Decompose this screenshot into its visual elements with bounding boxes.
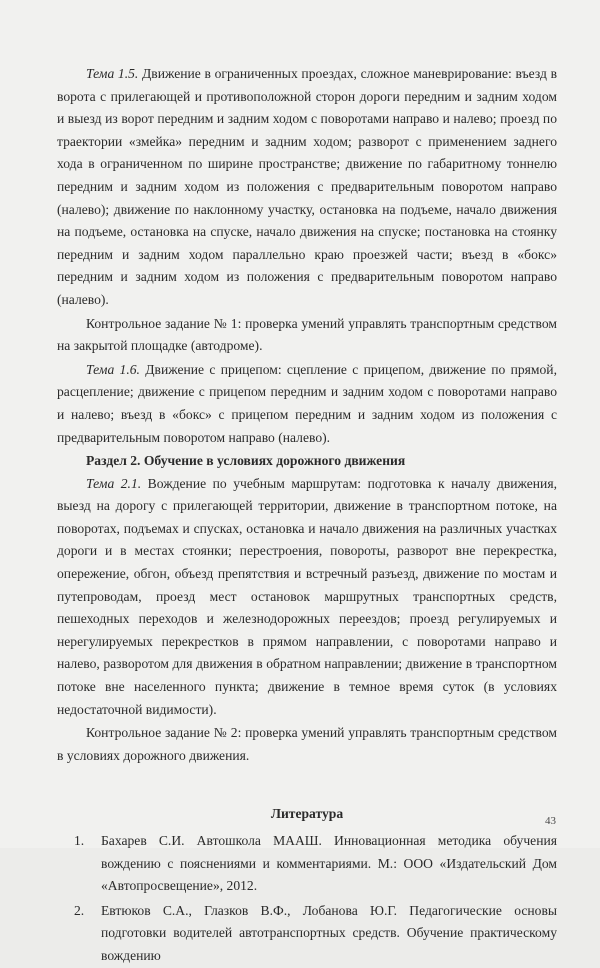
paragraph-topic-1-6 [57,359,557,449]
page-number: 43 [545,815,556,827]
literature-item-number: 1. [74,833,85,848]
literature-item-number: 2. [74,902,85,918]
literature-title: Литература [270,806,344,822]
topic-2-1-label: Тема 2.1. [86,475,142,491]
topic-2-1-text: Вождение по учебным маршрутам: подготовка к началу движения, выезд на дорогу с прилегающей территории, движение в транспортном потоке, на поворотах, подъемах и спусках, остановка и начало движения на различных участках дороги и в местах стоянки; перестроения, повороты, разворот вне перекрестка, опережение, обгон, объезд препятствия и встречный разъезд, движение по мостам и путепроводам, проезд мест остановок маршрутных транспортных средств, пешеходных переходов и железнодорожных переездов; проезд регулируемых и нерегулируемых перекрестков в прямом направлении, с поворотами направо и налево, разворотом для движения в обратном направлении; движение в транспортном потоке вне населенного пункта; движение в темное время суток (в условиях недостаточной видимости). [57,475,557,717]
literature-item [57,900,557,968]
literature-item-text: Бахарев С.И. Автошкола МААШ. Инновационная методика обучения вождению с пояснениями и комментариями. М.: ООО «Издательский Дом «Автопросвещение», 2012. [101,833,557,894]
page-content [57,63,557,968]
section-2-heading: Раздел 2. Обучение в условиях дорожного движения [86,453,406,469]
topic-1-6-label: Тема 1.6. [86,361,140,377]
paragraph-control-task-1: Контрольное задание № 1: проверка умений управлять транспортным средством на закрытой площадке (автодроме). [57,315,557,354]
paragraph-topic-1-5 [57,63,557,312]
literature-item-text: Евтюков С.А., Глазков В.Ф., Лобанова Ю.Г. Педагогические основы подготовки водителей автотранспортных средств. Обучение практическому вождению [101,902,557,963]
topic-1-5-text: Движение в ограниченных проездах, сложное маневрирование: въезд в ворота с прилегающей и противоположной сторон дороги передним и задним ходом и выезд из ворот передним и задним ходом с поворотами направо и налево; проезд по траектории «змейка» передним и задним ходом; разворот с применением заднего хода в ограниченном по ширине пространстве; движение по габаритному тоннелю передним и задним ходом из положения с предварительным поворотом направо (налево); движение по наклонному участку, остановка на подъеме, начало движения на подъеме, остановка на спуске, начало движения на спуске; постановка на стоянку передним и задним ходом параллельно краю проезжей части; въезд в «бокс» передним и задним ходом из положения с предварительным поворотом направо (налево). [57,66,557,307]
literature-item [57,830,557,898]
paragraph-topic-2-1 [57,473,557,722]
topic-1-5-label: Тема 1.5. [86,66,139,81]
topic-1-6-text: Движение с прицепом: сцепление с прицепом, движение по прямой, расцепление; движение с прицепом передним и задним ходом с поворотами направо и налево; въезд в «бокс» с прицепом передним и задним ходом из положения с предварительным поворотом направо (налево). [57,361,557,445]
paragraph-control-task-2: Контрольное задание № 2: проверка умений управлять транспортным средством в условиях дорожного движения. [57,725,557,763]
